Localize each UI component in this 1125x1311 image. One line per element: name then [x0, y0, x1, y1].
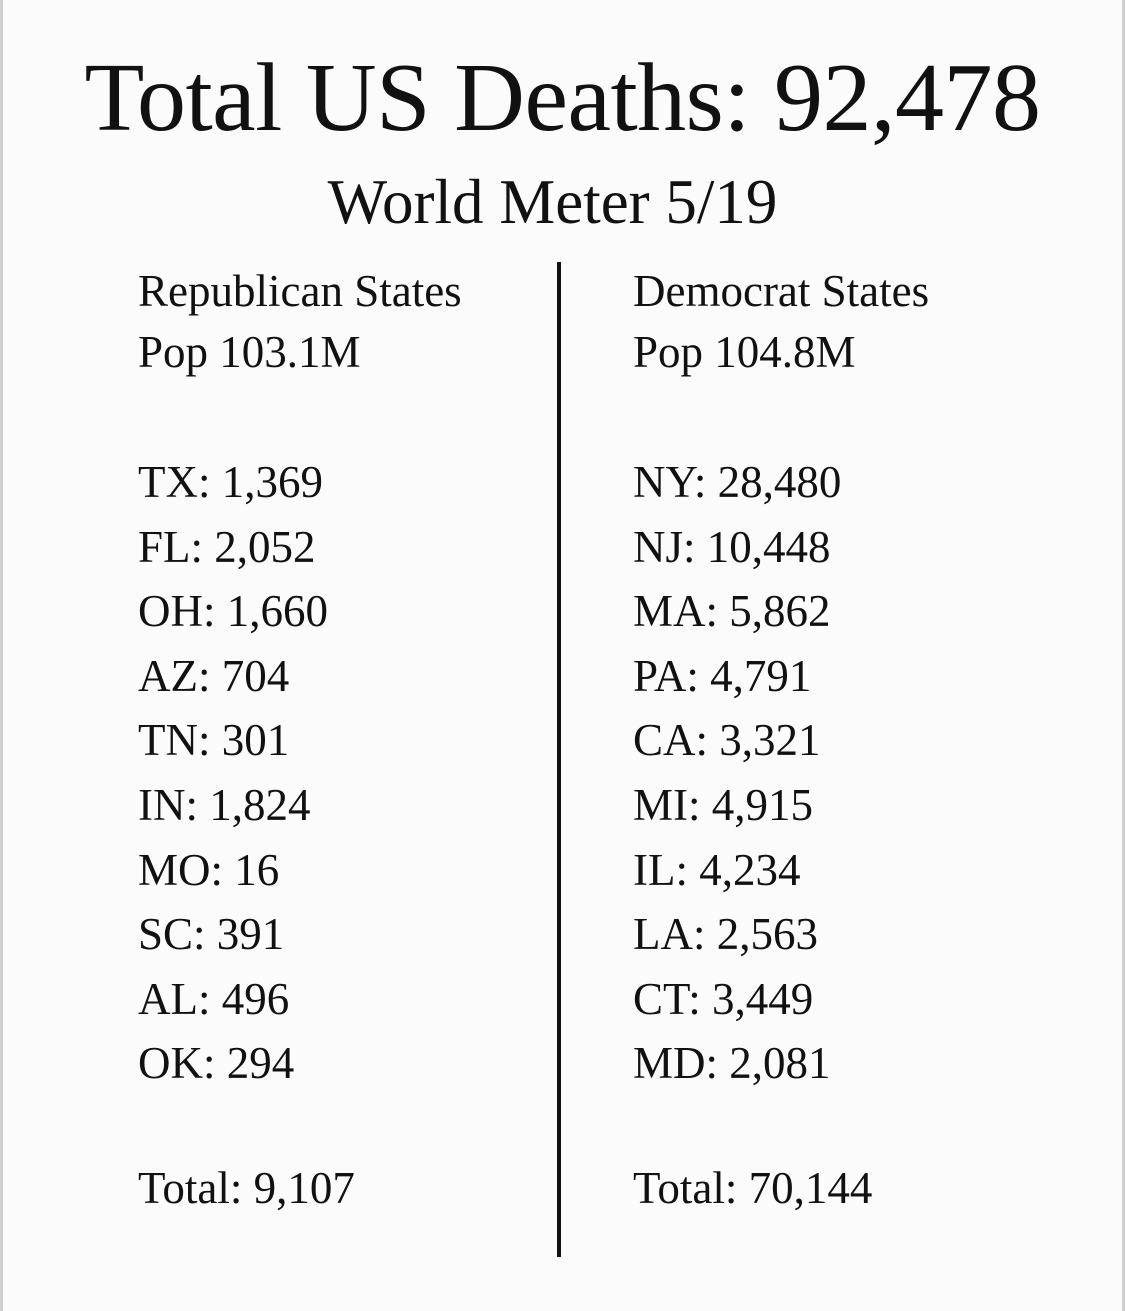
state-item: MI: 4,915 — [633, 779, 813, 830]
democrat-total: Total: 70,144 — [633, 1163, 873, 1213]
state-item: SC: 391 — [138, 909, 285, 960]
state-item: NJ: 10,448 — [633, 521, 831, 572]
democrat-column — [633, 261, 930, 1213]
page-title: Total US Deaths: 92,478 — [84, 44, 1041, 152]
state-item: MD: 2,081 — [633, 1038, 831, 1089]
democrat-state-list — [633, 450, 841, 1096]
state-item: IL: 4,234 — [633, 844, 801, 895]
state-item: CA: 3,321 — [633, 715, 821, 766]
republican-state-list — [138, 450, 328, 1096]
state-item: NY: 28,480 — [633, 457, 842, 507]
state-item: TX: 1,369 — [138, 457, 323, 507]
page-subtitle: World Meter 5/19 — [327, 167, 778, 237]
state-item: OK: 294 — [138, 1038, 295, 1089]
state-item: TN: 301 — [138, 715, 290, 766]
state-item: MA: 5,862 — [633, 586, 831, 637]
state-item: CT: 3,449 — [633, 973, 814, 1024]
republican-total: Total: 9,107 — [138, 1163, 355, 1213]
state-item: IN: 1,824 — [138, 779, 311, 830]
republican-column — [138, 261, 462, 1213]
state-item: PA: 4,791 — [633, 650, 812, 701]
state-item: AL: 496 — [138, 973, 290, 1024]
democrat-population: Pop 104.8M — [633, 327, 856, 377]
state-item: OH: 1,660 — [138, 586, 328, 637]
state-item: LA: 2,563 — [633, 909, 818, 960]
state-item: MO: 16 — [138, 844, 280, 895]
republican-heading: Republican States — [138, 266, 462, 316]
column-divider — [557, 262, 561, 1257]
state-item: AZ: 704 — [138, 650, 290, 701]
democrat-heading: Democrat States — [633, 266, 930, 316]
republican-population: Pop 103.1M — [138, 327, 361, 377]
state-item: FL: 2,052 — [138, 521, 316, 572]
